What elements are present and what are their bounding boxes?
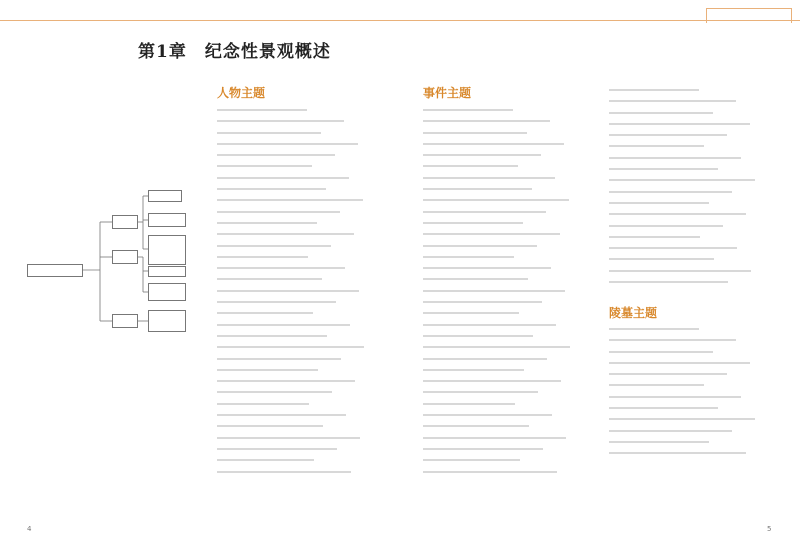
list-item (423, 296, 599, 307)
list-item (423, 285, 599, 296)
page-number-right: 5 (767, 525, 772, 533)
list-item (217, 138, 407, 149)
diagram-leaf-2 (148, 213, 186, 227)
list-item-placeholder (423, 290, 565, 292)
list-item (609, 163, 789, 174)
list-item (217, 375, 407, 386)
list-item-placeholder (423, 245, 537, 247)
list-item (423, 183, 599, 194)
diagram-leaf-1 (148, 190, 182, 202)
list-item (217, 353, 407, 364)
list-item (609, 253, 789, 264)
list-item-placeholder (423, 437, 566, 439)
list-item (217, 160, 407, 171)
list-item-placeholder (423, 335, 533, 337)
list-item (609, 402, 789, 413)
list-item (423, 432, 599, 443)
list-item (609, 436, 789, 447)
list-item (609, 129, 789, 140)
list-item-placeholder (609, 258, 714, 260)
list-item-placeholder (423, 358, 547, 360)
list-item-placeholder (423, 414, 552, 416)
list-item-placeholder (217, 188, 326, 190)
list-item-placeholder (423, 109, 513, 111)
list-item (423, 364, 599, 375)
list-item (423, 104, 599, 115)
list-item (217, 420, 407, 431)
page-number-left: 4 (27, 525, 32, 533)
list-item (609, 152, 789, 163)
list-item-placeholder (423, 301, 542, 303)
list-item-placeholder (217, 346, 364, 348)
list-item (423, 228, 599, 239)
list-item (609, 118, 789, 129)
list-item-placeholder (423, 165, 518, 167)
list-item-placeholder (217, 414, 346, 416)
list-item-placeholder (609, 157, 741, 159)
list-item-placeholder (609, 373, 727, 375)
list-item (217, 466, 407, 477)
list-item (609, 186, 789, 197)
list-item (609, 334, 789, 345)
diagram-leaf-4 (148, 266, 186, 277)
list-item-placeholder (609, 270, 751, 272)
section-title-events: 事件主题 (423, 86, 472, 100)
diagram-leaf-3 (148, 235, 186, 265)
list-item (423, 240, 599, 251)
list-item-placeholder (423, 459, 520, 461)
list-item-placeholder (423, 312, 519, 314)
list-item-placeholder (217, 437, 360, 439)
list-item (217, 330, 407, 341)
list-item-placeholder (217, 459, 314, 461)
list-item (217, 432, 407, 443)
list-item-placeholder (609, 452, 746, 454)
list-item (423, 319, 599, 330)
diagram-root-box (27, 264, 83, 277)
list-item-placeholder (423, 120, 550, 122)
list-item-placeholder (217, 324, 350, 326)
list-item-placeholder (609, 123, 750, 125)
list-item (609, 140, 789, 151)
list-item-placeholder (217, 132, 321, 134)
list-item (217, 104, 407, 115)
list-item (609, 413, 789, 424)
list-item-placeholder (609, 112, 713, 114)
list-item-placeholder (423, 425, 529, 427)
list-item (423, 149, 599, 160)
list-item-placeholder (609, 179, 755, 181)
list-item (423, 127, 599, 138)
list-item (609, 346, 789, 357)
diagram-branch-events (112, 215, 138, 229)
list-item-placeholder (423, 324, 556, 326)
list-item-placeholder (217, 267, 345, 269)
list-item (609, 391, 789, 402)
list-item (609, 208, 789, 219)
list-item-placeholder (423, 132, 527, 134)
list-item (217, 194, 407, 205)
diagram-leaf-5 (148, 283, 186, 301)
list-item (609, 197, 789, 208)
list-item-placeholder (217, 425, 323, 427)
list-item (423, 160, 599, 171)
list-item (217, 172, 407, 183)
list-item-placeholder (609, 89, 699, 91)
list-item-placeholder (423, 177, 555, 179)
list-item-placeholder (423, 233, 560, 235)
list-item (609, 357, 789, 368)
list-item-placeholder (423, 143, 564, 145)
list-item-placeholder (217, 391, 332, 393)
list-item (609, 276, 789, 287)
list-item (609, 447, 789, 458)
list-item-placeholder (609, 362, 750, 364)
list-item-placeholder (609, 281, 728, 283)
list-item (217, 386, 407, 397)
list-item (217, 262, 407, 273)
list-item-placeholder (609, 418, 755, 420)
list-item-placeholder (609, 145, 704, 147)
body-paragraph-2 (29, 356, 186, 411)
list-item-placeholder (609, 441, 709, 443)
list-item-placeholder (609, 236, 700, 238)
list-item-placeholder (423, 211, 546, 213)
list-item (217, 319, 407, 330)
list-item-placeholder (423, 369, 524, 371)
list-item (217, 217, 407, 228)
list-item-placeholder (423, 154, 541, 156)
list-item (217, 454, 407, 465)
list-item-placeholder (609, 351, 713, 353)
list-item-placeholder (423, 448, 543, 450)
list-item-placeholder (423, 188, 532, 190)
list-item-placeholder (609, 384, 704, 386)
list-item (217, 364, 407, 375)
list-item (423, 386, 599, 397)
list-item-placeholder (217, 233, 354, 235)
list-item-placeholder (217, 278, 322, 280)
event-memorial-list-continued (609, 84, 789, 304)
list-item-placeholder (217, 143, 358, 145)
list-item-placeholder (609, 328, 699, 330)
list-item (217, 206, 407, 217)
event-memorial-list (423, 104, 599, 464)
list-item (217, 398, 407, 409)
list-item-placeholder (423, 391, 538, 393)
list-item-placeholder (423, 199, 569, 201)
list-item (609, 107, 789, 118)
list-item-placeholder (217, 358, 341, 360)
list-item (609, 95, 789, 106)
list-item (217, 183, 407, 194)
list-item-placeholder (609, 225, 723, 227)
list-item (423, 375, 599, 386)
list-item (609, 174, 789, 185)
list-item-placeholder (217, 256, 308, 258)
list-item (423, 217, 599, 228)
list-item-placeholder (217, 335, 327, 337)
list-item-placeholder (609, 100, 736, 102)
list-item (609, 379, 789, 390)
list-item (423, 273, 599, 284)
list-item-placeholder (609, 247, 737, 249)
list-item-placeholder (217, 165, 312, 167)
diagram-leaf-6 (148, 310, 186, 332)
list-item (423, 307, 599, 318)
list-item-placeholder (217, 211, 340, 213)
list-item (217, 409, 407, 420)
list-item-placeholder (609, 168, 718, 170)
list-item-placeholder (609, 202, 709, 204)
list-item (609, 84, 789, 95)
list-item (423, 194, 599, 205)
list-item-placeholder (423, 256, 514, 258)
list-item (423, 341, 599, 352)
list-item (423, 454, 599, 465)
list-item (423, 420, 599, 431)
section-title-people: 人物主题 (217, 86, 266, 100)
list-item (217, 307, 407, 318)
body-paragraph-3 (29, 417, 186, 472)
list-item (423, 353, 599, 364)
section-title-tombs: 陵墓主题 (609, 306, 658, 320)
diagram-caption (130, 330, 190, 338)
diagram-branch-tombs (112, 314, 138, 328)
list-item-placeholder (609, 430, 732, 432)
list-item-placeholder (423, 346, 570, 348)
list-item (423, 206, 599, 217)
list-item-placeholder (217, 448, 337, 450)
list-item (423, 115, 599, 126)
people-memorial-list (217, 104, 407, 464)
list-item-placeholder (423, 267, 551, 269)
list-item-placeholder (217, 312, 313, 314)
tomb-memorial-list (609, 323, 789, 473)
list-item (609, 231, 789, 242)
list-item-placeholder (217, 369, 318, 371)
list-item (217, 228, 407, 239)
list-item-placeholder (217, 380, 355, 382)
list-item (217, 240, 407, 251)
list-item (423, 251, 599, 262)
list-item (609, 368, 789, 379)
list-item (217, 285, 407, 296)
list-item (609, 265, 789, 276)
list-item-placeholder (609, 339, 736, 341)
list-item (609, 242, 789, 253)
list-item (609, 323, 789, 334)
list-item-placeholder (217, 290, 359, 292)
list-item (217, 341, 407, 352)
list-item (609, 220, 789, 231)
list-item-placeholder (217, 222, 317, 224)
list-item (609, 425, 789, 436)
list-item (423, 409, 599, 420)
chapter-title: 第1章 纪念性景观概述 (138, 42, 331, 62)
list-item-placeholder (217, 301, 336, 303)
list-item-placeholder (609, 213, 746, 215)
list-item-placeholder (609, 134, 727, 136)
list-item-placeholder (423, 471, 557, 473)
list-item-placeholder (217, 471, 351, 473)
list-item-placeholder (217, 109, 307, 111)
list-item-placeholder (217, 120, 344, 122)
list-item (423, 443, 599, 454)
list-item-placeholder (423, 222, 523, 224)
list-item-placeholder (217, 245, 331, 247)
list-item (217, 115, 407, 126)
list-item (423, 330, 599, 341)
list-item (217, 443, 407, 454)
list-item (423, 466, 599, 477)
list-item (217, 273, 407, 284)
list-item (423, 262, 599, 273)
diagram-branch-people (112, 250, 138, 264)
list-item (423, 398, 599, 409)
list-item-placeholder (217, 403, 309, 405)
list-item (217, 251, 407, 262)
list-item-placeholder (609, 407, 718, 409)
list-item (423, 172, 599, 183)
list-item (217, 296, 407, 307)
list-item-placeholder (423, 380, 561, 382)
list-item-placeholder (423, 403, 515, 405)
list-item (217, 149, 407, 160)
list-item-placeholder (609, 191, 732, 193)
list-item-placeholder (217, 154, 335, 156)
list-item-placeholder (217, 177, 349, 179)
list-item-placeholder (217, 199, 363, 201)
list-item-placeholder (609, 396, 741, 398)
list-item (423, 138, 599, 149)
list-item-placeholder (423, 278, 528, 280)
list-item (217, 127, 407, 138)
